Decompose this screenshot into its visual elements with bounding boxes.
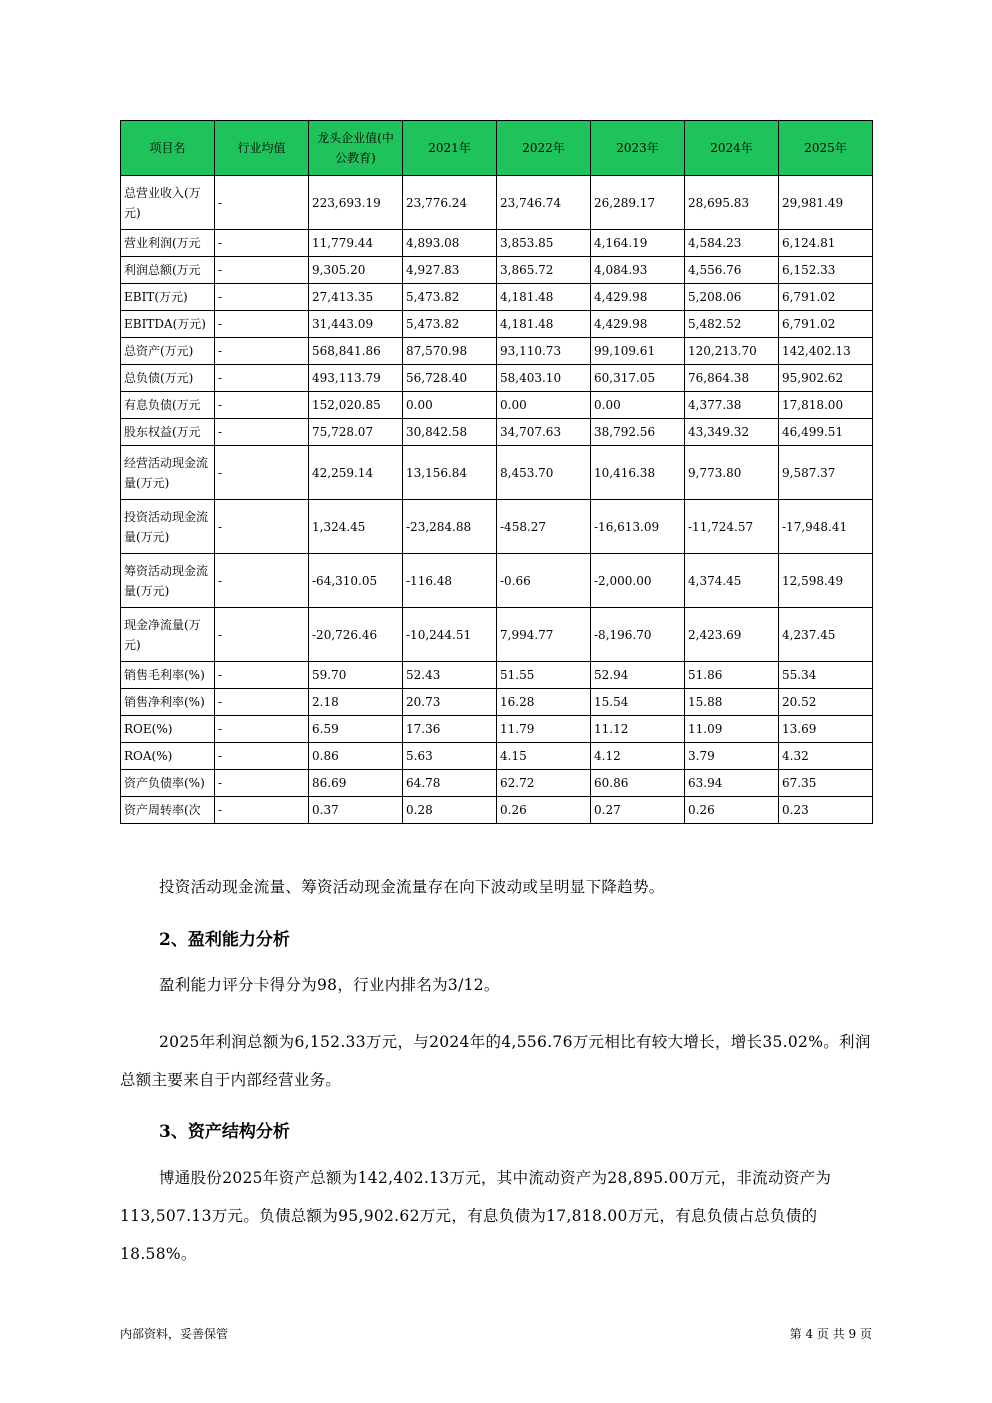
year-2025-cell: 6,791.02 xyxy=(779,311,873,338)
year-2024-cell: 2,423.69 xyxy=(685,608,779,662)
year-2021-cell: -10,244.51 xyxy=(403,608,497,662)
footer-page-number: 第 4 页 共 9 页 xyxy=(789,1327,872,1341)
table-row xyxy=(121,446,873,500)
leader-value-cell: 568,841.86 xyxy=(309,338,403,365)
year-2022-cell: -0.66 xyxy=(497,554,591,608)
year-2025-cell: 67.35 xyxy=(779,770,873,797)
year-2022-cell: 0.00 xyxy=(497,392,591,419)
item-name-cell: 筹资活动现金流量(万元) xyxy=(121,554,215,608)
paragraph-profit-total: 2025年利润总额为6,152.33万元，与2024年的4,556.76万元相比有较大增长，增长35.02%。利润总额主要来自于内部经营业务。 xyxy=(120,1033,871,1089)
year-2024-cell: 4,374.45 xyxy=(685,554,779,608)
item-name-cell: 股东权益(万元 xyxy=(121,419,215,446)
table-row xyxy=(121,716,873,743)
year-2022-cell: 23,746.74 xyxy=(497,176,591,230)
industry-avg-cell: - xyxy=(215,284,309,311)
table-row xyxy=(121,257,873,284)
table-row xyxy=(121,365,873,392)
industry-avg-cell: - xyxy=(215,176,309,230)
industry-avg-cell: - xyxy=(215,500,309,554)
industry-avg-cell: - xyxy=(215,365,309,392)
industry-avg-cell: - xyxy=(215,311,309,338)
header-industry-avg: 行业均值 xyxy=(215,121,309,176)
leader-value-cell: -64,310.05 xyxy=(309,554,403,608)
year-2024-cell: 11.09 xyxy=(685,716,779,743)
leader-value-cell: 493,113.79 xyxy=(309,365,403,392)
item-name-cell: 总负债(万元) xyxy=(121,365,215,392)
item-name-cell: ROA(%) xyxy=(121,743,215,770)
table-row xyxy=(121,500,873,554)
year-2024-cell: 5,208.06 xyxy=(685,284,779,311)
year-2022-cell: 3,853.85 xyxy=(497,230,591,257)
table-body xyxy=(121,176,873,824)
year-2025-cell: -17,948.41 xyxy=(779,500,873,554)
industry-avg-cell: - xyxy=(215,716,309,743)
item-name-cell: EBIT(万元) xyxy=(121,284,215,311)
industry-avg-cell: - xyxy=(215,797,309,824)
table-row xyxy=(121,662,873,689)
year-2024-cell: 5,482.52 xyxy=(685,311,779,338)
year-2025-cell: 9,587.37 xyxy=(779,446,873,500)
year-2025-cell: 6,791.02 xyxy=(779,284,873,311)
year-2025-cell: 12,598.49 xyxy=(779,554,873,608)
year-2024-cell: 0.26 xyxy=(685,797,779,824)
year-2025-cell: 6,124.81 xyxy=(779,230,873,257)
table-header-row xyxy=(121,121,873,176)
year-2024-cell: 3.79 xyxy=(685,743,779,770)
year-2023-cell: 0.00 xyxy=(591,392,685,419)
year-2022-cell: -458.27 xyxy=(497,500,591,554)
year-2024-cell: 4,584.23 xyxy=(685,230,779,257)
year-2024-cell: 9,773.80 xyxy=(685,446,779,500)
year-2023-cell: 10,416.38 xyxy=(591,446,685,500)
industry-avg-cell: - xyxy=(215,338,309,365)
year-2022-cell: 11.79 xyxy=(497,716,591,743)
header-item-name: 项目名 xyxy=(121,121,215,176)
table-row xyxy=(121,176,873,230)
leader-value-cell: 11,779.44 xyxy=(309,230,403,257)
leader-value-cell: 0.37 xyxy=(309,797,403,824)
table-row xyxy=(121,311,873,338)
year-2025-cell: 13.69 xyxy=(779,716,873,743)
year-2022-cell: 58,403.10 xyxy=(497,365,591,392)
leader-value-cell: 223,693.19 xyxy=(309,176,403,230)
year-2021-cell: 5.63 xyxy=(403,743,497,770)
year-2021-cell: 5,473.82 xyxy=(403,311,497,338)
header-leader-value: 龙头企业值(中公教育) xyxy=(309,121,403,176)
table-row xyxy=(121,770,873,797)
year-2021-cell: 87,570.98 xyxy=(403,338,497,365)
item-name-cell: 总营业收入(万元) xyxy=(121,176,215,230)
year-2022-cell: 0.26 xyxy=(497,797,591,824)
year-2022-cell: 93,110.73 xyxy=(497,338,591,365)
table-row xyxy=(121,338,873,365)
financial-table xyxy=(120,120,873,824)
year-2023-cell: 38,792.56 xyxy=(591,419,685,446)
item-name-cell: EBITDA(万元) xyxy=(121,311,215,338)
year-2024-cell: 76,864.38 xyxy=(685,365,779,392)
year-2021-cell: 0.28 xyxy=(403,797,497,824)
year-2024-cell: 15.88 xyxy=(685,689,779,716)
year-2021-cell: 56,728.40 xyxy=(403,365,497,392)
year-2021-cell: -116.48 xyxy=(403,554,497,608)
table-row xyxy=(121,743,873,770)
year-2025-cell: 20.52 xyxy=(779,689,873,716)
year-2023-cell: 4,429.98 xyxy=(591,311,685,338)
year-2022-cell: 4.15 xyxy=(497,743,591,770)
leader-value-cell: 0.86 xyxy=(309,743,403,770)
industry-avg-cell: - xyxy=(215,230,309,257)
paragraph-profit-score: 盈利能力评分卡得分为98，行业内排名为3/12。 xyxy=(159,976,500,994)
leader-value-cell: 31,443.09 xyxy=(309,311,403,338)
year-2023-cell: 4,429.98 xyxy=(591,284,685,311)
leader-value-cell: 152,020.85 xyxy=(309,392,403,419)
year-2021-cell: 5,473.82 xyxy=(403,284,497,311)
year-2022-cell: 16.28 xyxy=(497,689,591,716)
header-2021: 2021年 xyxy=(403,121,497,176)
year-2023-cell: 60.86 xyxy=(591,770,685,797)
industry-avg-cell: - xyxy=(215,392,309,419)
year-2025-cell: 95,902.62 xyxy=(779,365,873,392)
industry-avg-cell: - xyxy=(215,446,309,500)
leader-value-cell: 1,324.45 xyxy=(309,500,403,554)
year-2025-cell: 4,237.45 xyxy=(779,608,873,662)
item-name-cell: 资产负债率(%) xyxy=(121,770,215,797)
item-name-cell: 利润总额(万元 xyxy=(121,257,215,284)
table-row xyxy=(121,608,873,662)
table-row xyxy=(121,284,873,311)
year-2023-cell: 26,289.17 xyxy=(591,176,685,230)
header-2024: 2024年 xyxy=(685,121,779,176)
year-2024-cell: 4,377.38 xyxy=(685,392,779,419)
year-2025-cell: 0.23 xyxy=(779,797,873,824)
year-2025-cell: 29,981.49 xyxy=(779,176,873,230)
year-2021-cell: -23,284.88 xyxy=(403,500,497,554)
item-name-cell: 现金净流量(万元) xyxy=(121,608,215,662)
year-2023-cell: 99,109.61 xyxy=(591,338,685,365)
year-2025-cell: 6,152.33 xyxy=(779,257,873,284)
industry-avg-cell: - xyxy=(215,770,309,797)
section-heading-asset-structure: 3、资产结构分析 xyxy=(159,1122,290,1142)
item-name-cell: 总资产(万元) xyxy=(121,338,215,365)
year-2022-cell: 7,994.77 xyxy=(497,608,591,662)
year-2023-cell: -2,000.00 xyxy=(591,554,685,608)
year-2022-cell: 8,453.70 xyxy=(497,446,591,500)
year-2021-cell: 4,893.08 xyxy=(403,230,497,257)
year-2025-cell: 142,402.13 xyxy=(779,338,873,365)
year-2023-cell: 60,317.05 xyxy=(591,365,685,392)
year-2022-cell: 3,865.72 xyxy=(497,257,591,284)
year-2021-cell: 4,927.83 xyxy=(403,257,497,284)
industry-avg-cell: - xyxy=(215,554,309,608)
year-2021-cell: 52.43 xyxy=(403,662,497,689)
item-name-cell: 销售毛利率(%) xyxy=(121,662,215,689)
year-2023-cell: 15.54 xyxy=(591,689,685,716)
item-name-cell: 销售净利率(%) xyxy=(121,689,215,716)
item-name-cell: ROE(%) xyxy=(121,716,215,743)
item-name-cell: 投资活动现金流量(万元) xyxy=(121,500,215,554)
table-row xyxy=(121,554,873,608)
leader-value-cell: 9,305.20 xyxy=(309,257,403,284)
year-2024-cell: 4,556.76 xyxy=(685,257,779,284)
paragraph-cashflow-trend: 投资活动现金流量、筹资活动现金流量存在向下波动或呈明显下降趋势。 xyxy=(159,878,665,896)
item-name-cell: 资产周转率(次 xyxy=(121,797,215,824)
year-2023-cell: -8,196.70 xyxy=(591,608,685,662)
year-2025-cell: 46,499.51 xyxy=(779,419,873,446)
year-2021-cell: 13,156.84 xyxy=(403,446,497,500)
year-2024-cell: 28,695.83 xyxy=(685,176,779,230)
year-2025-cell: 17,818.00 xyxy=(779,392,873,419)
year-2021-cell: 30,842.58 xyxy=(403,419,497,446)
year-2022-cell: 34,707.63 xyxy=(497,419,591,446)
item-name-cell: 经营活动现金流量(万元) xyxy=(121,446,215,500)
year-2024-cell: 43,349.32 xyxy=(685,419,779,446)
year-2023-cell: -16,613.09 xyxy=(591,500,685,554)
industry-avg-cell: - xyxy=(215,257,309,284)
table-row xyxy=(121,797,873,824)
year-2022-cell: 62.72 xyxy=(497,770,591,797)
year-2021-cell: 0.00 xyxy=(403,392,497,419)
industry-avg-cell: - xyxy=(215,743,309,770)
industry-avg-cell: - xyxy=(215,419,309,446)
leader-value-cell: 42,259.14 xyxy=(309,446,403,500)
year-2021-cell: 64.78 xyxy=(403,770,497,797)
year-2024-cell: 120,213.70 xyxy=(685,338,779,365)
year-2023-cell: 52.94 xyxy=(591,662,685,689)
year-2023-cell: 4.12 xyxy=(591,743,685,770)
item-name-cell: 营业利润(万元 xyxy=(121,230,215,257)
year-2021-cell: 20.73 xyxy=(403,689,497,716)
year-2023-cell: 4,084.93 xyxy=(591,257,685,284)
year-2023-cell: 0.27 xyxy=(591,797,685,824)
leader-value-cell: 2.18 xyxy=(309,689,403,716)
year-2024-cell: -11,724.57 xyxy=(685,500,779,554)
year-2025-cell: 55.34 xyxy=(779,662,873,689)
header-2025: 2025年 xyxy=(779,121,873,176)
year-2022-cell: 4,181.48 xyxy=(497,311,591,338)
leader-value-cell: 86.69 xyxy=(309,770,403,797)
year-2022-cell: 4,181.48 xyxy=(497,284,591,311)
year-2023-cell: 4,164.19 xyxy=(591,230,685,257)
leader-value-cell: -20,726.46 xyxy=(309,608,403,662)
table-row xyxy=(121,689,873,716)
industry-avg-cell: - xyxy=(215,662,309,689)
paragraph-asset-structure: 博通股份2025年资产总额为142,402.13万元，其中流动资产为28,895.00万元，非流动资产为113,507.13万元。负债总额为95,902.62万元，有息负债为17,818.00万元，有息负债占总负债的18.58%。 xyxy=(120,1169,832,1263)
industry-avg-cell: - xyxy=(215,689,309,716)
table-row xyxy=(121,392,873,419)
leader-value-cell: 75,728.07 xyxy=(309,419,403,446)
industry-avg-cell: - xyxy=(215,608,309,662)
footer-confidential: 内部资料，妥善保管 xyxy=(120,1327,229,1341)
year-2021-cell: 17.36 xyxy=(403,716,497,743)
year-2021-cell: 23,776.24 xyxy=(403,176,497,230)
year-2024-cell: 63.94 xyxy=(685,770,779,797)
leader-value-cell: 59.70 xyxy=(309,662,403,689)
item-name-cell: 有息负债(万元 xyxy=(121,392,215,419)
leader-value-cell: 6.59 xyxy=(309,716,403,743)
header-2022: 2022年 xyxy=(497,121,591,176)
year-2022-cell: 51.55 xyxy=(497,662,591,689)
leader-value-cell: 27,413.35 xyxy=(309,284,403,311)
table-row xyxy=(121,419,873,446)
section-heading-profitability: 2、盈利能力分析 xyxy=(159,930,290,950)
header-2023: 2023年 xyxy=(591,121,685,176)
year-2023-cell: 11.12 xyxy=(591,716,685,743)
table-row xyxy=(121,230,873,257)
year-2024-cell: 51.86 xyxy=(685,662,779,689)
year-2025-cell: 4.32 xyxy=(779,743,873,770)
